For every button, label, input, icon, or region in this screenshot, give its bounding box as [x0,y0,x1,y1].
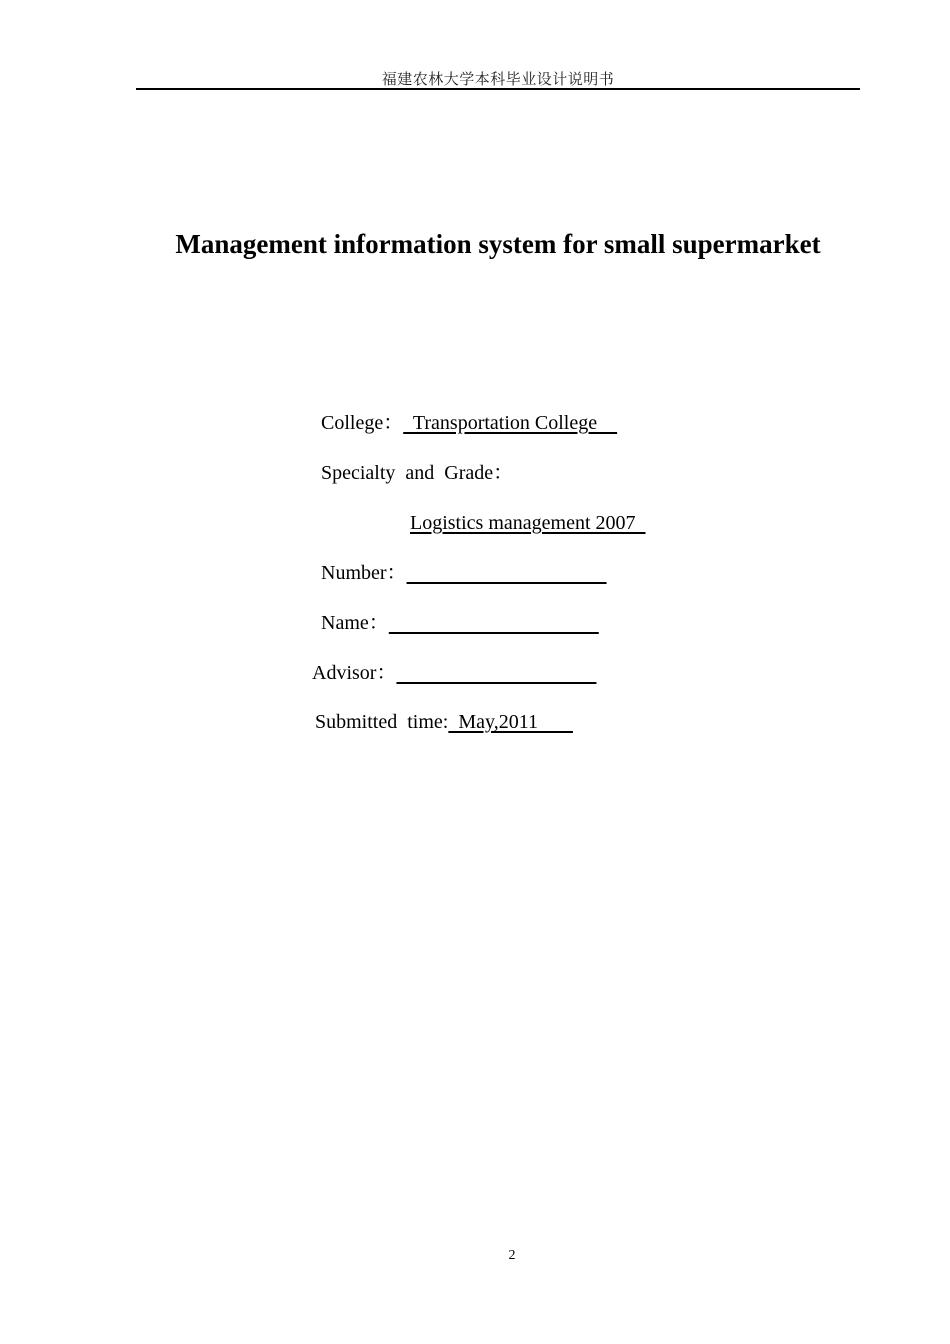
submitted-time-label: Submitted time: [315,711,449,733]
advisor-field [312,661,596,685]
specialty-field [321,461,513,485]
name-value [389,612,599,634]
college-label: College： [321,412,404,434]
advisor-label: Advisor： [312,662,397,684]
grade-value: Logistics management 2007 [410,512,646,534]
running-header: 福建农林大学本科毕业设计说明书 [381,70,615,88]
college-value: Transportation College [403,412,618,434]
submitted-time-value: May,2011 [448,711,573,733]
number-value [407,562,607,584]
college-field [321,411,617,435]
submitted-time-field [315,710,573,734]
number-label: Number： [321,562,407,584]
advisor-value [396,662,596,684]
grade-field [410,511,646,535]
name-field [321,611,599,635]
page-number: 2 [508,1248,516,1263]
header-rule [136,88,860,90]
number-field [321,561,607,585]
name-label: Name： [321,612,389,634]
document-title: Management information system for small supermarket [175,229,821,259]
specialty-label: Specialty and Grade： [321,462,514,484]
